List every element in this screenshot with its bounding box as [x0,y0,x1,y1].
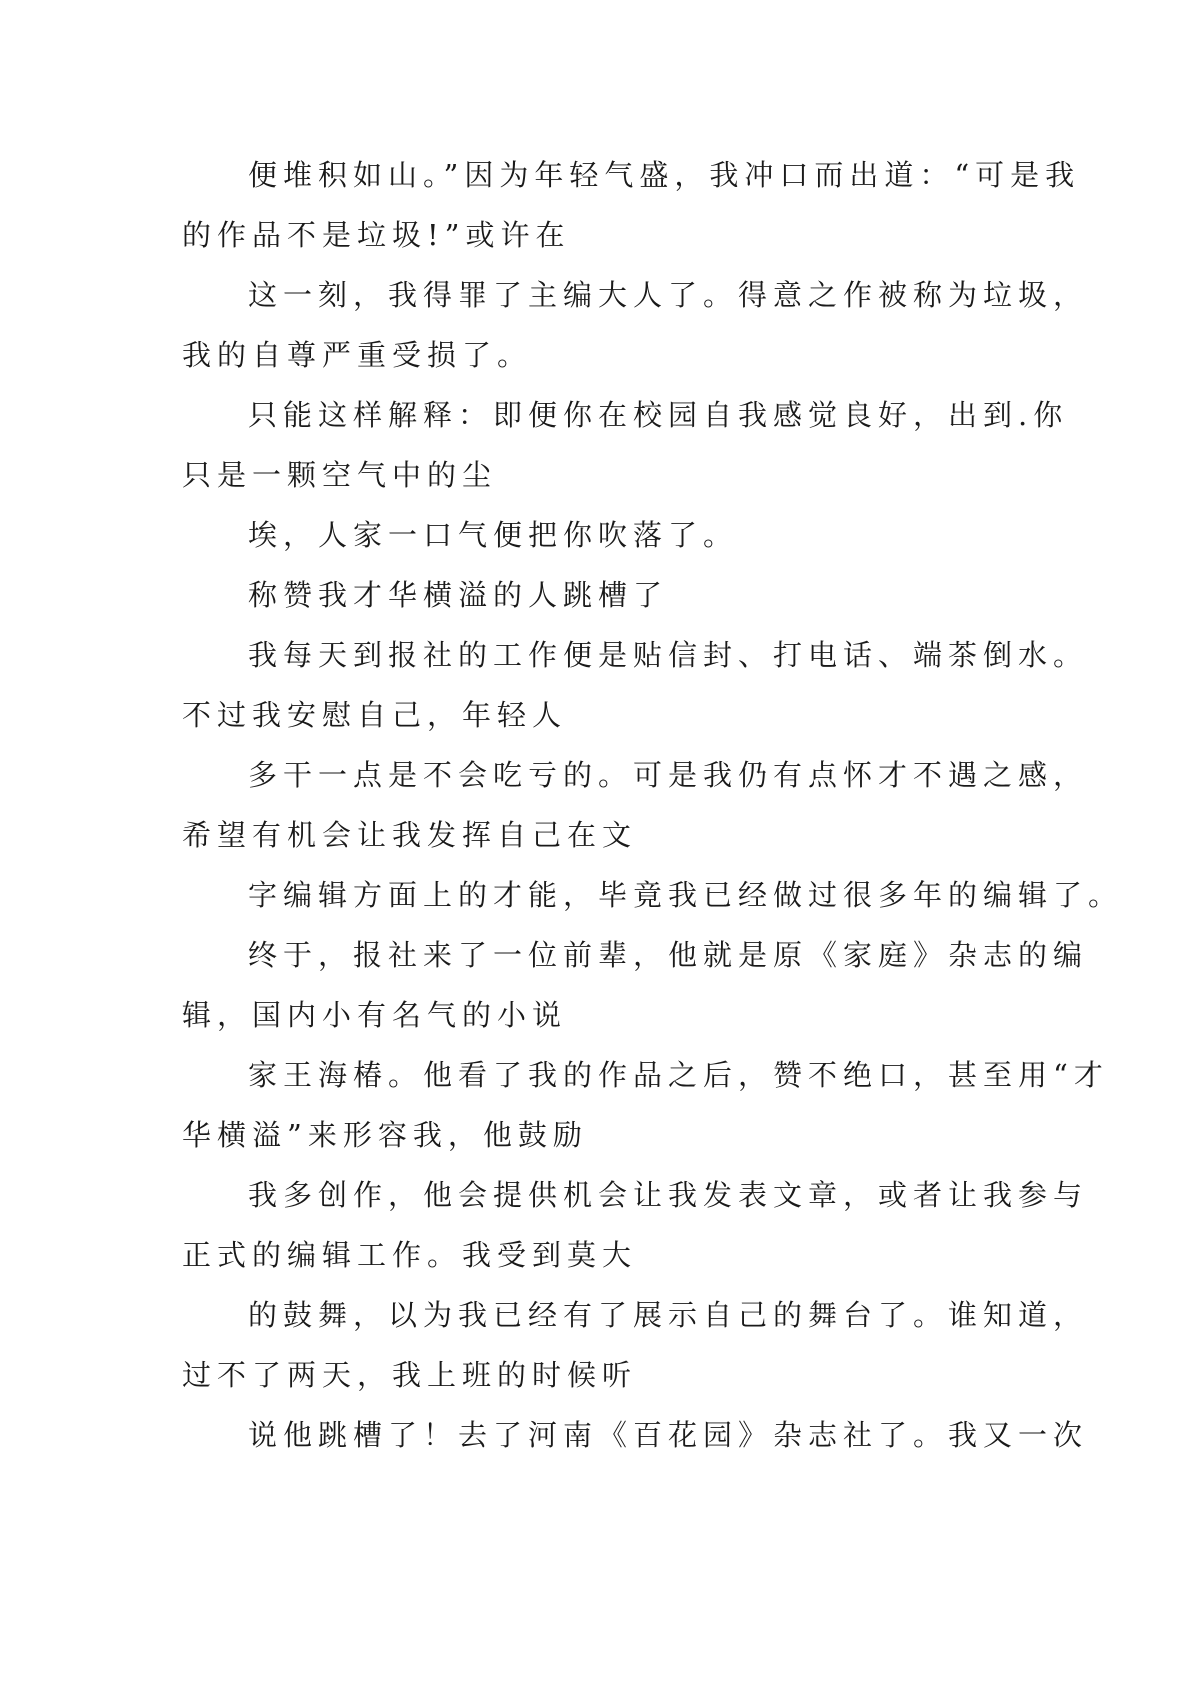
paragraph-line: 埃，人家一口气便把你吹落了。 [248,518,739,552]
paragraph-line: 辑，国内小有名气的小说 [182,998,568,1032]
paragraph-line: 家王海椿。他看了我的作品之后，赞不绝口，甚至用“才 [248,1058,1109,1092]
paragraph-10 [182,1045,1109,1165]
paragraph-line: 我的自尊严重受损了。 [182,338,533,372]
paragraph-line: 这一刻，我得罪了主编大人了。得意之作被称为垃圾， [248,278,1089,312]
paragraph-line: 的作品不是垃圾!”或许在 [182,218,571,252]
paragraph-7 [182,745,1089,865]
paragraph-line: 我多创作，他会提供机会让我发表文章，或者让我参与 [248,1178,1089,1212]
paragraph-line: 只能这样解释：即便你在校园自我感觉良好，出到.你 [248,398,1069,432]
paragraph-line: 过不了两天，我上班的时候听 [182,1358,638,1392]
paragraph-line: 便堆积如山。”因为年轻气盛，我冲口而出道：“可是我 [248,158,1081,192]
paragraph-13 [182,1405,1089,1465]
paragraph-line: 多干一点是不会吃亏的。可是我仍有点怀才不遇之感， [248,758,1089,792]
paragraph-line: 不过我安慰自己，年轻人 [182,698,568,732]
paragraph-12 [182,1285,1089,1405]
paragraph-3 [182,385,1069,505]
paragraph-11 [182,1165,1089,1285]
paragraph-6 [182,625,1089,745]
paragraph-9 [182,925,1089,1045]
paragraph-4 [182,505,1042,565]
paragraph-line: 正式的编辑工作。我受到莫大 [182,1238,638,1272]
paragraph-8 [182,865,1124,925]
paragraph-line: 只是一颗空气中的尘 [182,458,498,492]
paragraph-1 [182,145,1081,265]
paragraph-line: 称赞我才华横溢的人跳槽了 [248,578,669,612]
paragraph-line: 说他跳槽了！去了河南《百花园》杂志社了。我又一次 [248,1418,1089,1452]
paragraph-line: 希望有机会让我发挥自己在文 [182,818,638,852]
paragraph-line: 华横溢”来形容我，他鼓励 [182,1118,588,1152]
paragraph-line: 我每天到报社的工作便是贴信封、打电话、端茶倒水。 [248,638,1089,672]
paragraph-line: 字编辑方面上的才能，毕竟我已经做过很多年的编辑了。 [248,878,1124,912]
paragraph-line: 终于，报社来了一位前辈，他就是原《家庭》杂志的编 [248,938,1089,972]
document-body [182,145,1124,1465]
paragraph-line: 的鼓舞，以为我已经有了展示自己的舞台了。谁知道， [248,1298,1089,1332]
section-heading [182,565,1042,625]
paragraph-2 [182,265,1089,385]
